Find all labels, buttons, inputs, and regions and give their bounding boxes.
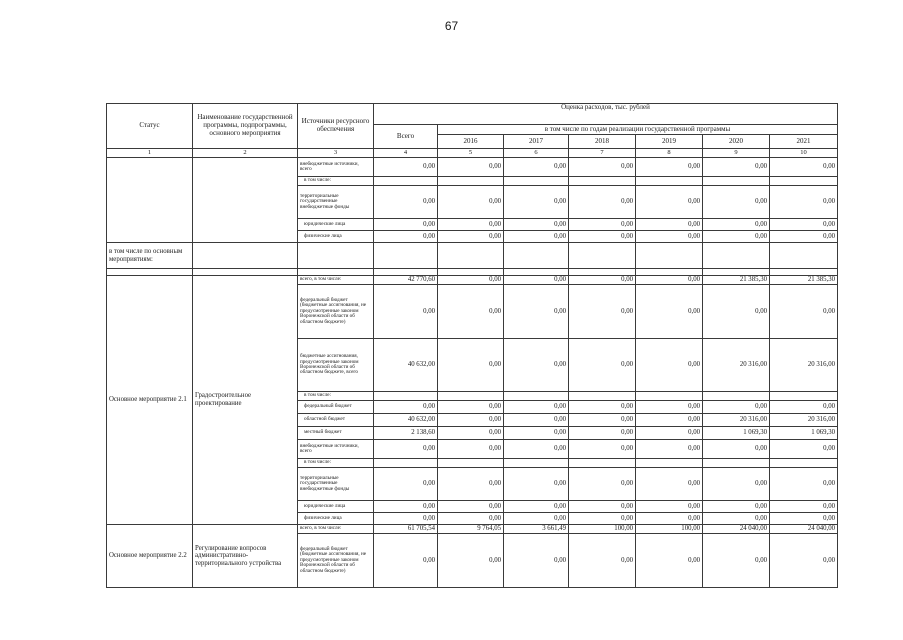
value-cell: 0,00	[504, 231, 569, 243]
value-cell: 0,00	[504, 414, 569, 427]
value-cell	[569, 392, 636, 401]
header-estimate: Оценка расходов, тыс. рублей	[374, 104, 838, 125]
value-cell: 0,00	[636, 339, 703, 392]
value-cell: 0,00	[770, 513, 838, 525]
value-cell: 0,00	[504, 513, 569, 525]
value-cell: 0,00	[569, 158, 636, 177]
value-cell: 0,00	[636, 231, 703, 243]
column-index: 9	[703, 149, 770, 158]
header-year: 2020	[703, 135, 770, 149]
section-label: в том числе по основным мероприятиям:	[107, 243, 193, 269]
value-cell	[504, 459, 569, 468]
value-cell	[374, 392, 438, 401]
source-cell: юридические лица	[298, 219, 374, 231]
name-cell	[193, 158, 298, 243]
value-cell: 0,00	[504, 285, 569, 339]
status-cell: Основное мероприятие 2.1	[107, 276, 193, 525]
empty-cell	[770, 243, 838, 269]
value-cell: 0,00	[703, 534, 770, 588]
value-cell: 2 138,60	[374, 427, 438, 440]
empty-cell	[569, 269, 636, 276]
value-cell: 0,00	[703, 186, 770, 219]
value-cell: 0,00	[770, 501, 838, 513]
table-row	[107, 158, 838, 177]
value-cell: 0,00	[770, 401, 838, 414]
value-cell: 0,00	[504, 186, 569, 219]
value-cell: 0,00	[504, 440, 569, 459]
source-cell: юридические лица	[298, 501, 374, 513]
value-cell: 9 764,05	[438, 525, 504, 534]
value-cell: 0,00	[438, 231, 504, 243]
value-cell	[569, 459, 636, 468]
header-name: Наименование государственной программы, подпрограммы, основного мероприятия	[193, 104, 298, 149]
value-cell: 0,00	[636, 427, 703, 440]
source-cell: территориальные государственные внебюджетные фонды	[298, 468, 374, 501]
source-cell: федеральный бюджет	[298, 401, 374, 414]
value-cell: 0,00	[438, 339, 504, 392]
value-cell: 0,00	[374, 401, 438, 414]
table-row	[107, 525, 838, 534]
value-cell: 0,00	[770, 440, 838, 459]
source-cell: внебюджетные источники, всего	[298, 440, 374, 459]
value-cell: 0,00	[569, 501, 636, 513]
header-year: 2017	[504, 135, 569, 149]
value-cell: 42 770,60	[374, 276, 438, 285]
value-cell: 0,00	[374, 231, 438, 243]
header-year: 2019	[636, 135, 703, 149]
empty-cell	[636, 243, 703, 269]
value-cell: 0,00	[374, 440, 438, 459]
value-cell: 0,00	[703, 231, 770, 243]
source-cell: в том числе:	[298, 392, 374, 401]
value-cell: 0,00	[770, 285, 838, 339]
value-cell: 40 632,00	[374, 414, 438, 427]
value-cell	[374, 177, 438, 186]
header-year: 2018	[569, 135, 636, 149]
source-cell: федеральный бюджет (бюджетные ассигнования, не предусмотренные законом Воронежской области об областном бюджете)	[298, 534, 374, 588]
empty-cell	[504, 269, 569, 276]
empty-cell	[298, 269, 374, 276]
value-cell: 0,00	[770, 534, 838, 588]
value-cell: 0,00	[374, 534, 438, 588]
empty-cell	[636, 269, 703, 276]
value-cell: 0,00	[438, 427, 504, 440]
value-cell: 21 385,30	[703, 276, 770, 285]
column-index: 2	[193, 149, 298, 158]
value-cell	[703, 392, 770, 401]
column-index: 10	[770, 149, 838, 158]
column-index: 7	[569, 149, 636, 158]
value-cell	[438, 459, 504, 468]
value-cell: 0,00	[504, 219, 569, 231]
value-cell: 0,00	[703, 158, 770, 177]
source-cell: всего, в том числе:	[298, 525, 374, 534]
empty-cell	[438, 243, 504, 269]
value-cell: 0,00	[703, 440, 770, 459]
value-cell: 21 385,30	[770, 276, 838, 285]
value-cell	[438, 392, 504, 401]
value-cell: 24 040,00	[770, 525, 838, 534]
empty-cell	[770, 269, 838, 276]
value-cell: 0,00	[703, 468, 770, 501]
value-cell: 61 705,54	[374, 525, 438, 534]
column-index: 4	[374, 149, 438, 158]
value-cell: 0,00	[374, 501, 438, 513]
value-cell: 0,00	[438, 276, 504, 285]
value-cell	[504, 392, 569, 401]
value-cell: 0,00	[438, 468, 504, 501]
name-cell: Регулирование вопросов административно-территориального устройства	[193, 525, 298, 588]
value-cell: 0,00	[703, 501, 770, 513]
value-cell: 1 069,30	[703, 427, 770, 440]
column-index: 5	[438, 149, 504, 158]
value-cell: 0,00	[569, 414, 636, 427]
value-cell	[569, 177, 636, 186]
value-cell	[504, 177, 569, 186]
value-cell: 0,00	[438, 414, 504, 427]
header-total: Всего	[374, 125, 438, 149]
value-cell: 0,00	[770, 186, 838, 219]
value-cell: 0,00	[438, 219, 504, 231]
value-cell: 0,00	[636, 276, 703, 285]
empty-cell	[298, 243, 374, 269]
value-cell: 0,00	[438, 440, 504, 459]
value-cell: 0,00	[504, 158, 569, 177]
value-cell: 0,00	[374, 468, 438, 501]
value-cell: 0,00	[569, 186, 636, 219]
value-cell: 0,00	[636, 501, 703, 513]
value-cell: 0,00	[770, 468, 838, 501]
value-cell: 3 661,49	[504, 525, 569, 534]
value-cell: 0,00	[504, 427, 569, 440]
source-cell: в том числе:	[298, 459, 374, 468]
value-cell: 0,00	[569, 339, 636, 392]
source-cell: федеральный бюджет (бюджетные ассигнования, не предусмотренные законом Воронежской области об областном бюджете)	[298, 285, 374, 339]
empty-cell	[703, 243, 770, 269]
header-by-years: в том числе по годам реализации государственной программы	[438, 125, 838, 135]
empty-cell	[703, 269, 770, 276]
value-cell	[770, 177, 838, 186]
status-cell	[107, 158, 193, 243]
value-cell	[770, 459, 838, 468]
column-index: 6	[504, 149, 569, 158]
source-cell: бюджетные ассигнования, предусмотренные законом Воронежской области об областном бюджете, всего	[298, 339, 374, 392]
column-index: 1	[107, 149, 193, 158]
value-cell: 0,00	[703, 285, 770, 339]
value-cell: 0,00	[374, 285, 438, 339]
value-cell: 0,00	[569, 219, 636, 231]
value-cell: 0,00	[569, 231, 636, 243]
value-cell: 0,00	[438, 186, 504, 219]
value-cell: 0,00	[438, 285, 504, 339]
empty-cell	[374, 269, 438, 276]
value-cell: 0,00	[770, 231, 838, 243]
value-cell: 0,00	[438, 401, 504, 414]
value-cell: 0,00	[636, 186, 703, 219]
value-cell: 24 040,00	[703, 525, 770, 534]
value-cell: 0,00	[569, 427, 636, 440]
value-cell: 0,00	[636, 468, 703, 501]
value-cell: 20 316,00	[703, 339, 770, 392]
value-cell	[636, 459, 703, 468]
value-cell: 0,00	[374, 513, 438, 525]
value-cell: 0,00	[636, 401, 703, 414]
value-cell: 0,00	[636, 414, 703, 427]
value-cell	[703, 177, 770, 186]
value-cell: 0,00	[569, 534, 636, 588]
value-cell: 0,00	[569, 285, 636, 339]
value-cell: 0,00	[770, 158, 838, 177]
value-cell: 0,00	[703, 401, 770, 414]
source-cell: всего, в том числе:	[298, 276, 374, 285]
value-cell: 0,00	[374, 219, 438, 231]
source-cell: физические лица	[298, 231, 374, 243]
source-cell: территориальные государственные внебюджетные фонды	[298, 186, 374, 219]
value-cell: 20 316,00	[770, 414, 838, 427]
source-cell: внебюджетные источники, всего	[298, 158, 374, 177]
column-index: 8	[636, 149, 703, 158]
value-cell: 0,00	[703, 219, 770, 231]
value-cell: 0,00	[438, 158, 504, 177]
page-number: 67	[444, 19, 459, 33]
value-cell: 0,00	[569, 513, 636, 525]
value-cell: 0,00	[438, 534, 504, 588]
header-sources: Источники ресурсного обеспечения	[298, 104, 374, 149]
status-cell: Основное мероприятие 2.2	[107, 525, 193, 588]
header-year: 2016	[438, 135, 504, 149]
value-cell: 0,00	[636, 440, 703, 459]
value-cell: 0,00	[636, 158, 703, 177]
value-cell: 0,00	[569, 468, 636, 501]
empty-cell	[504, 243, 569, 269]
empty-cell	[193, 269, 298, 276]
source-cell: в том числе:	[298, 177, 374, 186]
value-cell: 0,00	[504, 339, 569, 392]
value-cell: 20 316,00	[703, 414, 770, 427]
column-index: 3	[298, 149, 374, 158]
value-cell: 0,00	[636, 534, 703, 588]
value-cell: 0,00	[569, 440, 636, 459]
empty-cell	[193, 243, 298, 269]
value-cell: 100,00	[636, 525, 703, 534]
source-cell: местный бюджет	[298, 427, 374, 440]
source-cell: областной бюджет	[298, 414, 374, 427]
value-cell: 0,00	[636, 219, 703, 231]
value-cell: 0,00	[438, 501, 504, 513]
value-cell: 0,00	[504, 501, 569, 513]
empty-cell	[569, 243, 636, 269]
empty-cell	[107, 269, 193, 276]
value-cell	[703, 459, 770, 468]
empty-cell	[438, 269, 504, 276]
value-cell: 40 632,00	[374, 339, 438, 392]
value-cell	[636, 392, 703, 401]
value-cell	[438, 177, 504, 186]
value-cell: 0,00	[703, 513, 770, 525]
value-cell: 1 069,30	[770, 427, 838, 440]
value-cell: 0,00	[569, 276, 636, 285]
header-year: 2021	[770, 135, 838, 149]
value-cell: 0,00	[770, 219, 838, 231]
value-cell: 0,00	[504, 534, 569, 588]
value-cell: 0,00	[438, 513, 504, 525]
value-cell	[636, 177, 703, 186]
value-cell: 0,00	[374, 186, 438, 219]
value-cell: 0,00	[504, 401, 569, 414]
value-cell: 0,00	[504, 468, 569, 501]
value-cell	[374, 459, 438, 468]
empty-cell	[374, 243, 438, 269]
value-cell: 0,00	[504, 276, 569, 285]
value-cell: 100,00	[569, 525, 636, 534]
value-cell: 0,00	[636, 513, 703, 525]
value-cell: 0,00	[569, 401, 636, 414]
source-cell: физические лица	[298, 513, 374, 525]
table-row	[107, 276, 838, 285]
budget-table	[106, 103, 838, 588]
value-cell: 0,00	[636, 285, 703, 339]
value-cell: 20 316,00	[770, 339, 838, 392]
name-cell: Градостроительное проектирование	[193, 276, 298, 525]
value-cell	[770, 392, 838, 401]
header-status: Статус	[107, 104, 193, 149]
value-cell: 0,00	[374, 158, 438, 177]
